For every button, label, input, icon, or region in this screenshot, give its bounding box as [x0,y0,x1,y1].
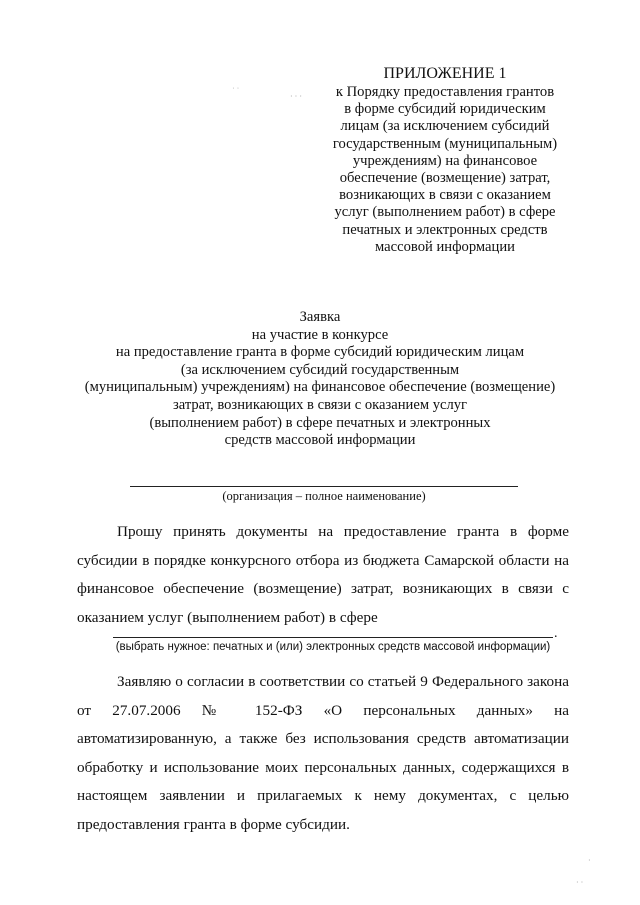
choice-line-end: . [554,626,558,641]
organization-fill-line[interactable] [130,486,518,487]
scan-speck: · [588,856,591,865]
media-choice-caption: (выбрать нужное: печатных и (или) электронных средств массовой информации) [115,641,551,653]
appendix-line: обеспечение (возмещение) затрат, [339,170,551,187]
appendix-line: учреждениям) на финансовое [352,152,538,169]
application-line: на участие в конкурсе [251,326,389,343]
appendix-line: к Порядку предоставления грантов [335,84,555,100]
application-line: (выполнением работ) в сфере печатных и электронных [149,414,491,431]
organization-caption: (организация – полное наименование) [222,489,426,503]
consent-paragraph-block [77,668,569,839]
appendix-line: печатных и электронных средств [342,221,548,238]
appendix-line: услуг (выполнением работ) в сфере [334,204,556,221]
consent-paragraph: Заявляю о согласии в соответствии со статьей 9 Федерального закона от 27.07.2006 № 152-ФЗ «О персональных данных» на автоматизированную, а также без использования средств автоматизации обработку и использование моих персональных данных, содержащихся в настоящем заявлении и прилагаемых к нему документах, с целью предоставления гранта в форме субсидии. [77,673,569,833]
request-paragraph: Прошу принять документы на предоставление гранта в форме субсидии в порядке конкурсного отбора из бюджета Самарской области на финансовое обеспечение (возмещение) затрат, возникающих в связи с оказанием услуг (выполнением работ) в сфере [77,523,569,626]
appendix-line: в форме субсидий юридическим [344,101,546,118]
application-title: Заявка [299,309,341,325]
appendix-line: лицам (за исключением субсидий [340,118,550,135]
request-paragraph-block [77,518,569,632]
appendix-line: государственным (муниципальным) [332,135,558,152]
application-line: (муниципальным) учреждениям) на финансовое обеспечение (возмещение) [84,379,556,396]
media-choice-fill-line[interactable] [113,637,553,638]
application-line: средств массовой информации [224,432,416,449]
scan-speck: · · [576,878,584,887]
appendix-header [310,64,580,256]
scan-speck: ˙ ˙ [232,86,240,95]
application-line: затрат, возникающих в связи с оказанием услуг [172,396,468,413]
appendix-title: ПРИЛОЖЕНИЕ 1 [383,65,507,82]
application-title-block [0,309,640,450]
application-line: на предоставление гранта в форме субсидий юридическим лицам [115,344,525,361]
appendix-line: возникающих в связи с оказанием [339,187,551,204]
application-line: (за исключением субсидий государственным [180,361,460,378]
scan-speck: · · · [290,92,302,101]
appendix-line: массовой информации [375,238,515,255]
